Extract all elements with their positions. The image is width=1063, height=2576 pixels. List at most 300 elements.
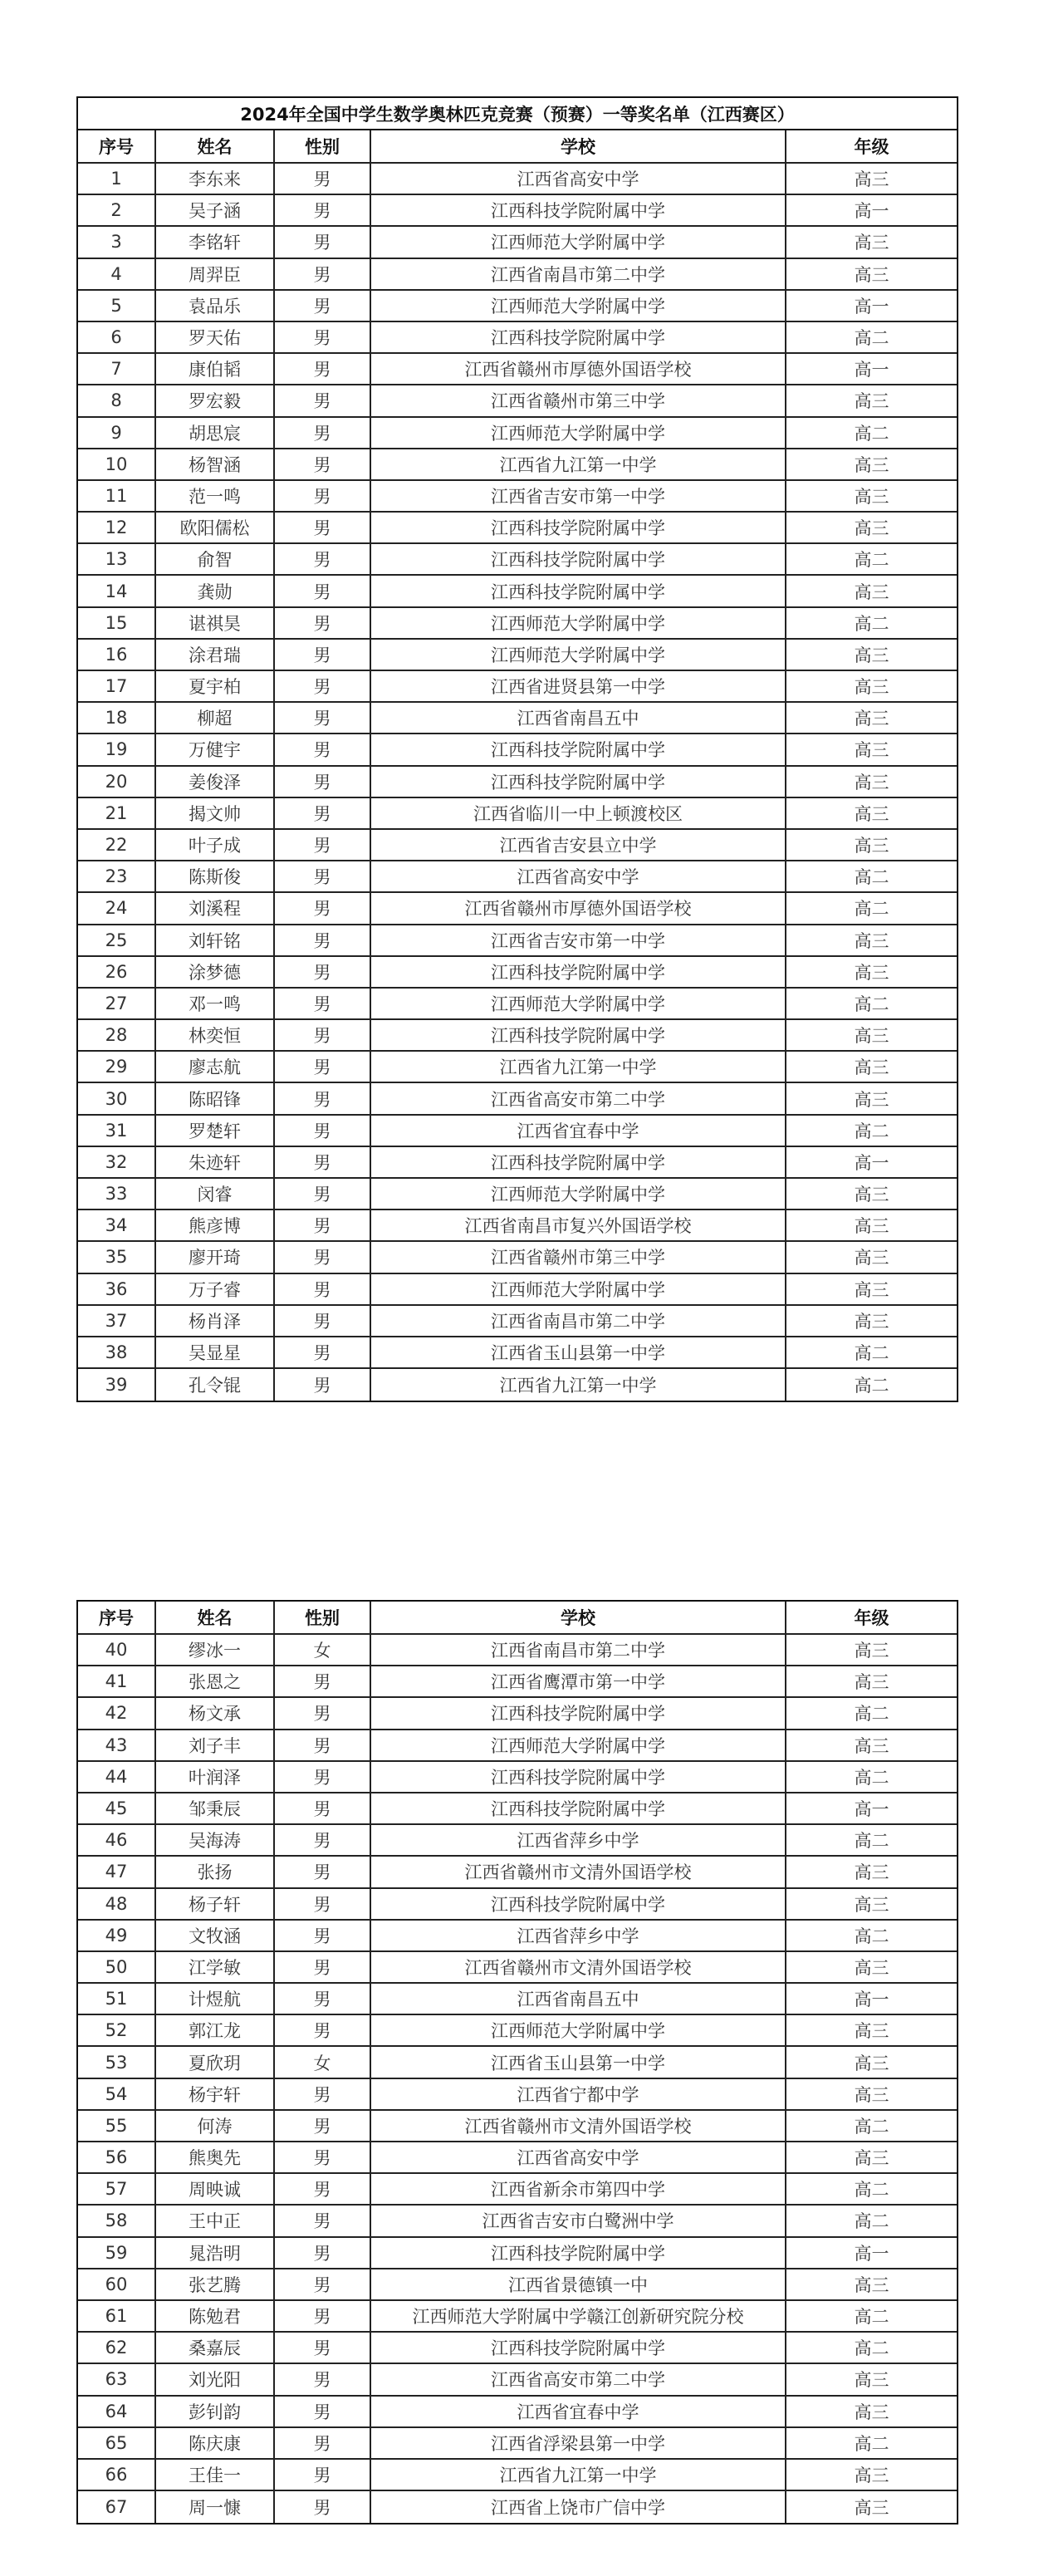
cell-no: 31 <box>78 1116 156 1146</box>
cell-name: 俞智 <box>156 544 275 574</box>
cell-grade: 高三 <box>854 962 889 983</box>
cell-grade: 高一 <box>854 1990 889 2010</box>
table-row <box>78 1984 957 2015</box>
cell-name: 陈昭锋 <box>156 1083 275 1113</box>
cell-school: 江西师范大学附属中学 <box>371 2015 786 2045</box>
header-name: 姓名 <box>156 130 275 162</box>
cell-name: 林奕恒 <box>156 1020 275 1050</box>
cell-gender: 男 <box>275 893 371 923</box>
table-row <box>78 1889 957 1921</box>
table-row <box>78 1762 957 1793</box>
cell-grade: 高二 <box>854 2116 889 2137</box>
cell-school: 江西省赣州市厚德外国语学校 <box>371 354 786 384</box>
cell-name: 廖开琦 <box>156 1242 275 1272</box>
cell-no: 23 <box>78 861 156 891</box>
cell-gender: 男 <box>275 449 371 479</box>
cell-no: 25 <box>78 925 156 955</box>
cell-no: 8 <box>78 385 156 415</box>
cell-gender: 男 <box>275 544 371 574</box>
cell-name: 缪冰一 <box>156 1635 275 1665</box>
cell-name: 闵睿 <box>156 1179 275 1209</box>
cell-gender: 男 <box>275 481 371 511</box>
cell-gender: 男 <box>275 2491 371 2523</box>
cell-grade: 高二 <box>854 550 889 571</box>
cell-school: 江西省高安中学 <box>371 861 786 891</box>
cell-no: 58 <box>78 2206 156 2235</box>
cell-grade: 高二 <box>854 1376 889 1396</box>
table-header-row <box>78 1602 957 1635</box>
cell-name: 周映诚 <box>156 2174 275 2204</box>
cell-no: 6 <box>78 322 156 352</box>
table-row <box>78 2111 957 2142</box>
cell-grade: 高三 <box>854 645 889 665</box>
cell-school: 江西科技学院附属中学 <box>371 2238 786 2268</box>
cell-no: 64 <box>78 2397 156 2426</box>
cell-grade: 高三 <box>854 2370 889 2391</box>
header-school: 学校 <box>371 1602 786 1633</box>
cell-name: 周一慷 <box>156 2491 275 2523</box>
cell-grade: 高三 <box>854 1894 889 1915</box>
cell-gender: 男 <box>275 418 371 448</box>
table-row <box>78 861 957 893</box>
cell-grade: 高二 <box>854 423 889 444</box>
table-row <box>78 544 957 576</box>
cell-grade: 高三 <box>854 2465 889 2485</box>
cell-school: 江西省吉安县立中学 <box>371 830 786 860</box>
table-row <box>78 734 957 766</box>
table-row <box>78 989 957 1020</box>
cell-school: 江西省高安中学 <box>371 2142 786 2172</box>
cell-no: 35 <box>78 1242 156 1272</box>
cell-no: 7 <box>78 354 156 384</box>
cell-gender: 男 <box>275 2364 371 2394</box>
table-row <box>78 2174 957 2206</box>
award-table-page-2 <box>76 1600 958 2524</box>
cell-gender: 男 <box>275 2428 371 2458</box>
cell-name: 杨子轩 <box>156 1889 275 1919</box>
cell-name: 陈庆康 <box>156 2428 275 2458</box>
cell-grade: 高三 <box>854 1026 889 1047</box>
cell-school: 江西科技学院附属中学 <box>371 1147 786 1177</box>
cell-school: 江西省九江第一中学 <box>371 2460 786 2490</box>
table-row <box>78 1083 957 1115</box>
cell-name: 孔令锟 <box>156 1369 275 1401</box>
cell-school: 江西师范大学附属中学赣江创新研究院分校 <box>371 2301 786 2331</box>
cell-gender: 男 <box>275 2333 371 2363</box>
cell-school: 江西省高安市第二中学 <box>371 1083 786 1113</box>
cell-grade: 高一 <box>854 2243 889 2264</box>
cell-school: 江西省玉山县第一中学 <box>371 2047 786 2077</box>
cell-school: 江西省进贤县第一中学 <box>371 671 786 701</box>
cell-grade: 高一 <box>854 201 889 222</box>
cell-grade: 高三 <box>854 169 889 190</box>
cell-grade: 高二 <box>854 328 889 349</box>
cell-school: 江西省宜春中学 <box>371 2397 786 2426</box>
cell-no: 1 <box>78 164 156 194</box>
cell-gender: 男 <box>275 1793 371 1823</box>
cell-grade: 高二 <box>854 1343 889 1364</box>
cell-school: 江西省南昌市第二中学 <box>371 259 786 289</box>
cell-grade: 高三 <box>854 1957 889 1978</box>
cell-school: 江西师范大学附属中学 <box>371 1274 786 1304</box>
cell-school: 江西师范大学附属中学 <box>371 640 786 670</box>
table-row <box>78 1952 957 1984</box>
cell-school: 江西科技学院附属中学 <box>371 513 786 542</box>
cell-name: 李铭轩 <box>156 227 275 257</box>
table-row <box>78 1242 957 1273</box>
cell-gender: 男 <box>275 671 371 701</box>
table-header-row <box>78 130 957 164</box>
table-row <box>78 418 957 449</box>
cell-school: 江西省吉安市第一中学 <box>371 925 786 955</box>
cell-gender: 男 <box>275 1274 371 1304</box>
cell-gender: 男 <box>275 1052 371 1082</box>
cell-grade: 高三 <box>854 1672 889 1693</box>
cell-school: 江西科技学院附属中学 <box>371 195 786 225</box>
cell-no: 21 <box>78 798 156 828</box>
cell-school: 江西省新余市第四中学 <box>371 2174 786 2204</box>
table-row <box>78 164 957 195</box>
header-gender: 性别 <box>275 1602 371 1633</box>
cell-no: 55 <box>78 2111 156 2141</box>
cell-school: 江西省玉山县第一中学 <box>371 1337 786 1367</box>
cell-grade: 高三 <box>854 1279 889 1300</box>
cell-school: 江西省萍乡中学 <box>371 1921 786 1950</box>
cell-name: 张恩之 <box>156 1666 275 1696</box>
cell-no: 41 <box>78 1666 156 1696</box>
cell-grade: 高三 <box>854 1641 889 1661</box>
cell-no: 37 <box>78 1306 156 1336</box>
cell-school: 江西省宁都中学 <box>371 2079 786 2109</box>
table-row <box>78 1698 957 1730</box>
table-row <box>78 2333 957 2364</box>
cell-name: 晁浩明 <box>156 2238 275 2268</box>
table-row <box>78 640 957 671</box>
cell-grade: 高二 <box>854 1121 889 1141</box>
cell-grade: 高三 <box>854 2274 889 2295</box>
cell-no: 65 <box>78 2428 156 2458</box>
cell-gender: 男 <box>275 1698 371 1728</box>
cell-grade: 高三 <box>854 486 889 507</box>
cell-no: 48 <box>78 1889 156 1919</box>
cell-gender: 男 <box>275 767 371 797</box>
cell-no: 14 <box>78 576 156 606</box>
cell-school: 江西师范大学附属中学 <box>371 1730 786 1760</box>
cell-school: 江西师范大学附属中学 <box>371 291 786 321</box>
cell-school: 江西省南昌五中 <box>371 1984 786 2014</box>
cell-grade: 高三 <box>854 1057 889 1078</box>
cell-gender: 男 <box>275 798 371 828</box>
cell-grade: 高三 <box>854 264 889 285</box>
cell-grade: 高三 <box>854 1248 889 1268</box>
cell-name: 王中正 <box>156 2206 275 2235</box>
cell-name: 欧阳儒松 <box>156 513 275 542</box>
header-gender: 性别 <box>275 130 371 162</box>
cell-name: 廖志航 <box>156 1052 275 1082</box>
cell-grade: 高二 <box>854 2338 889 2359</box>
table-row <box>78 925 957 957</box>
cell-grade: 高三 <box>854 740 889 761</box>
cell-no: 56 <box>78 2142 156 2172</box>
table-row <box>78 2301 957 2333</box>
table-row <box>78 195 957 227</box>
table-row <box>78 576 957 607</box>
table-row <box>78 513 957 544</box>
cell-grade: 高三 <box>854 454 889 475</box>
cell-grade: 高三 <box>854 2084 889 2105</box>
cell-name: 万健宇 <box>156 734 275 764</box>
cell-no: 30 <box>78 1083 156 1113</box>
cell-gender: 男 <box>275 2142 371 2172</box>
table-row <box>78 1793 957 1825</box>
table-row <box>78 1666 957 1698</box>
cell-name: 涂梦德 <box>156 957 275 987</box>
cell-gender: 男 <box>275 1337 371 1367</box>
cell-name: 叶子成 <box>156 830 275 860</box>
table-row <box>78 703 957 734</box>
cell-no: 24 <box>78 893 156 923</box>
cell-no: 63 <box>78 2364 156 2394</box>
cell-no: 51 <box>78 1984 156 2014</box>
cell-no: 11 <box>78 481 156 511</box>
cell-gender: 男 <box>275 1762 371 1792</box>
cell-name: 江学敏 <box>156 1952 275 1982</box>
cell-grade: 高三 <box>854 581 889 602</box>
table-row <box>78 2460 957 2491</box>
cell-name: 周羿臣 <box>156 259 275 289</box>
cell-grade: 高二 <box>854 2307 889 2328</box>
cell-name: 邓一鸣 <box>156 989 275 1018</box>
cell-gender: 男 <box>275 2079 371 2109</box>
cell-no: 52 <box>78 2015 156 2045</box>
cell-gender: 男 <box>275 576 371 606</box>
cell-no: 38 <box>78 1337 156 1367</box>
header-grade: 年级 <box>854 137 889 157</box>
cell-name: 张艺腾 <box>156 2269 275 2299</box>
cell-school: 江西科技学院附属中学 <box>371 2333 786 2363</box>
cell-no: 60 <box>78 2269 156 2299</box>
cell-gender: 男 <box>275 830 371 860</box>
cell-gender: 男 <box>275 164 371 194</box>
cell-no: 49 <box>78 1921 156 1950</box>
cell-name: 计煜航 <box>156 1984 275 2014</box>
cell-gender: 男 <box>275 1825 371 1855</box>
cell-grade: 高三 <box>854 2021 889 2042</box>
cell-school: 江西省南昌市第二中学 <box>371 1635 786 1665</box>
cell-school: 江西科技学院附属中学 <box>371 767 786 797</box>
table-row <box>78 1857 957 1888</box>
cell-gender: 男 <box>275 1116 371 1146</box>
cell-no: 19 <box>78 734 156 764</box>
cell-no: 20 <box>78 767 156 797</box>
cell-grade: 高三 <box>854 1862 889 1883</box>
cell-no: 27 <box>78 989 156 1018</box>
cell-gender: 女 <box>275 2047 371 2077</box>
cell-gender: 男 <box>275 227 371 257</box>
cell-gender: 男 <box>275 640 371 670</box>
cell-gender: 男 <box>275 703 371 733</box>
cell-grade: 高三 <box>854 1216 889 1237</box>
cell-name: 郭江龙 <box>156 2015 275 2045</box>
table-row <box>78 2079 957 2111</box>
cell-grade: 高三 <box>854 1185 889 1205</box>
table-row <box>78 957 957 989</box>
cell-name: 柳超 <box>156 703 275 733</box>
cell-grade: 高三 <box>854 772 889 792</box>
cell-school: 江西省吉安市第一中学 <box>371 481 786 511</box>
cell-grade: 高三 <box>854 2148 889 2169</box>
cell-school: 江西科技学院附属中学 <box>371 1889 786 1919</box>
cell-school: 江西科技学院附属中学 <box>371 734 786 764</box>
cell-no: 34 <box>78 1210 156 1240</box>
cell-gender: 男 <box>275 861 371 891</box>
cell-name: 吴海涛 <box>156 1825 275 1855</box>
cell-name: 范一鸣 <box>156 481 275 511</box>
cell-grade: 高二 <box>854 1704 889 1725</box>
cell-school: 江西省南昌市第二中学 <box>371 1306 786 1336</box>
table-row <box>78 893 957 925</box>
cell-grade: 高二 <box>854 613 889 634</box>
cell-name: 刘溪程 <box>156 893 275 923</box>
cell-school: 江西省九江第一中学 <box>371 1052 786 1082</box>
table-row <box>78 1147 957 1179</box>
cell-no: 9 <box>78 418 156 448</box>
cell-name: 杨智涵 <box>156 449 275 479</box>
cell-gender: 男 <box>275 1921 371 1950</box>
cell-name: 姜俊泽 <box>156 767 275 797</box>
cell-name: 夏宇柏 <box>156 671 275 701</box>
cell-gender: 男 <box>275 1952 371 1982</box>
cell-grade: 高二 <box>854 1767 889 1788</box>
table-row <box>78 1020 957 1052</box>
cell-no: 57 <box>78 2174 156 2204</box>
cell-no: 61 <box>78 2301 156 2331</box>
cell-name: 袁品乐 <box>156 291 275 321</box>
cell-no: 59 <box>78 2238 156 2268</box>
table-row <box>78 1274 957 1306</box>
cell-grade: 高三 <box>854 518 889 539</box>
cell-grade: 高二 <box>854 867 889 888</box>
cell-grade: 高三 <box>854 677 889 698</box>
cell-no: 22 <box>78 830 156 860</box>
cell-grade: 高一 <box>854 360 889 380</box>
cell-gender: 男 <box>275 2397 371 2426</box>
cell-grade: 高一 <box>854 296 889 316</box>
cell-name: 刘轩铭 <box>156 925 275 955</box>
cell-school: 江西省高安市第二中学 <box>371 2364 786 2394</box>
cell-grade: 高二 <box>854 899 889 920</box>
cell-grade: 高三 <box>854 2498 889 2519</box>
cell-no: 42 <box>78 1698 156 1728</box>
cell-no: 43 <box>78 1730 156 1760</box>
cell-no: 2 <box>78 195 156 225</box>
cell-name: 杨宇轩 <box>156 2079 275 2109</box>
cell-name: 康伯韬 <box>156 354 275 384</box>
header-grade: 年级 <box>854 1608 889 1628</box>
cell-gender: 男 <box>275 1083 371 1113</box>
table-row <box>78 1210 957 1242</box>
table-row <box>78 2428 957 2460</box>
cell-gender: 男 <box>275 1147 371 1177</box>
cell-school: 江西省赣州市文清外国语学校 <box>371 1857 786 1887</box>
cell-gender: 男 <box>275 2301 371 2331</box>
header-no: 序号 <box>78 1602 156 1633</box>
cell-name: 谌祺昊 <box>156 608 275 638</box>
cell-gender: 男 <box>275 957 371 987</box>
cell-school: 江西省萍乡中学 <box>371 1825 786 1855</box>
cell-school: 江西省临川一中上顿渡校区 <box>371 798 786 828</box>
cell-no: 50 <box>78 1952 156 1982</box>
cell-gender: 男 <box>275 1984 371 2014</box>
cell-gender: 男 <box>275 608 371 638</box>
table-row <box>78 2206 957 2237</box>
table-row <box>78 798 957 830</box>
cell-name: 揭文帅 <box>156 798 275 828</box>
cell-grade: 高二 <box>854 1831 889 1852</box>
cell-name: 罗楚轩 <box>156 1116 275 1146</box>
cell-no: 47 <box>78 1857 156 1887</box>
cell-name: 何涛 <box>156 2111 275 2141</box>
cell-no: 29 <box>78 1052 156 1082</box>
cell-gender: 男 <box>275 1306 371 1336</box>
cell-school: 江西省赣州市文清外国语学校 <box>371 2111 786 2141</box>
cell-school: 江西省宜春中学 <box>371 1116 786 1146</box>
cell-gender: 男 <box>275 1730 371 1760</box>
cell-gender: 男 <box>275 1242 371 1272</box>
cell-school: 江西省九江第一中学 <box>371 449 786 479</box>
header-name: 姓名 <box>156 1602 275 1633</box>
cell-name: 杨肖泽 <box>156 1306 275 1336</box>
cell-school: 江西省赣州市第三中学 <box>371 385 786 415</box>
cell-gender: 男 <box>275 2460 371 2490</box>
cell-name: 邹秉辰 <box>156 1793 275 1823</box>
cell-gender: 男 <box>275 2206 371 2235</box>
cell-grade: 高二 <box>854 2211 889 2232</box>
cell-no: 5 <box>78 291 156 321</box>
table-row <box>78 671 957 703</box>
table-row <box>78 449 957 481</box>
cell-school: 江西省景德镇一中 <box>371 2269 786 2299</box>
header-school: 学校 <box>371 130 786 162</box>
cell-no: 10 <box>78 449 156 479</box>
table-row <box>78 767 957 798</box>
cell-name: 熊彦博 <box>156 1210 275 1240</box>
cell-name: 李东来 <box>156 164 275 194</box>
cell-gender: 男 <box>275 1666 371 1696</box>
cell-name: 文牧涵 <box>156 1921 275 1950</box>
table-row <box>78 2397 957 2428</box>
cell-no: 54 <box>78 2079 156 2109</box>
cell-name: 彭钊韵 <box>156 2397 275 2426</box>
cell-gender: 男 <box>275 2238 371 2268</box>
cell-grade: 高三 <box>854 836 889 856</box>
cell-school: 江西省赣州市厚德外国语学校 <box>371 893 786 923</box>
cell-name: 罗宏毅 <box>156 385 275 415</box>
cell-school: 江西省浮梁县第一中学 <box>371 2428 786 2458</box>
cell-school: 江西省南昌市复兴外国语学校 <box>371 1210 786 1240</box>
cell-name: 张扬 <box>156 1857 275 1887</box>
cell-name: 刘子丰 <box>156 1730 275 1760</box>
table-row <box>78 259 957 291</box>
cell-name: 朱迹轩 <box>156 1147 275 1177</box>
table-row <box>78 1116 957 1147</box>
cell-no: 53 <box>78 2047 156 2077</box>
cell-school: 江西科技学院附属中学 <box>371 322 786 352</box>
cell-grade: 高三 <box>854 803 889 824</box>
cell-grade: 高三 <box>854 709 889 729</box>
cell-name: 熊奥先 <box>156 2142 275 2172</box>
cell-gender: 男 <box>275 259 371 289</box>
